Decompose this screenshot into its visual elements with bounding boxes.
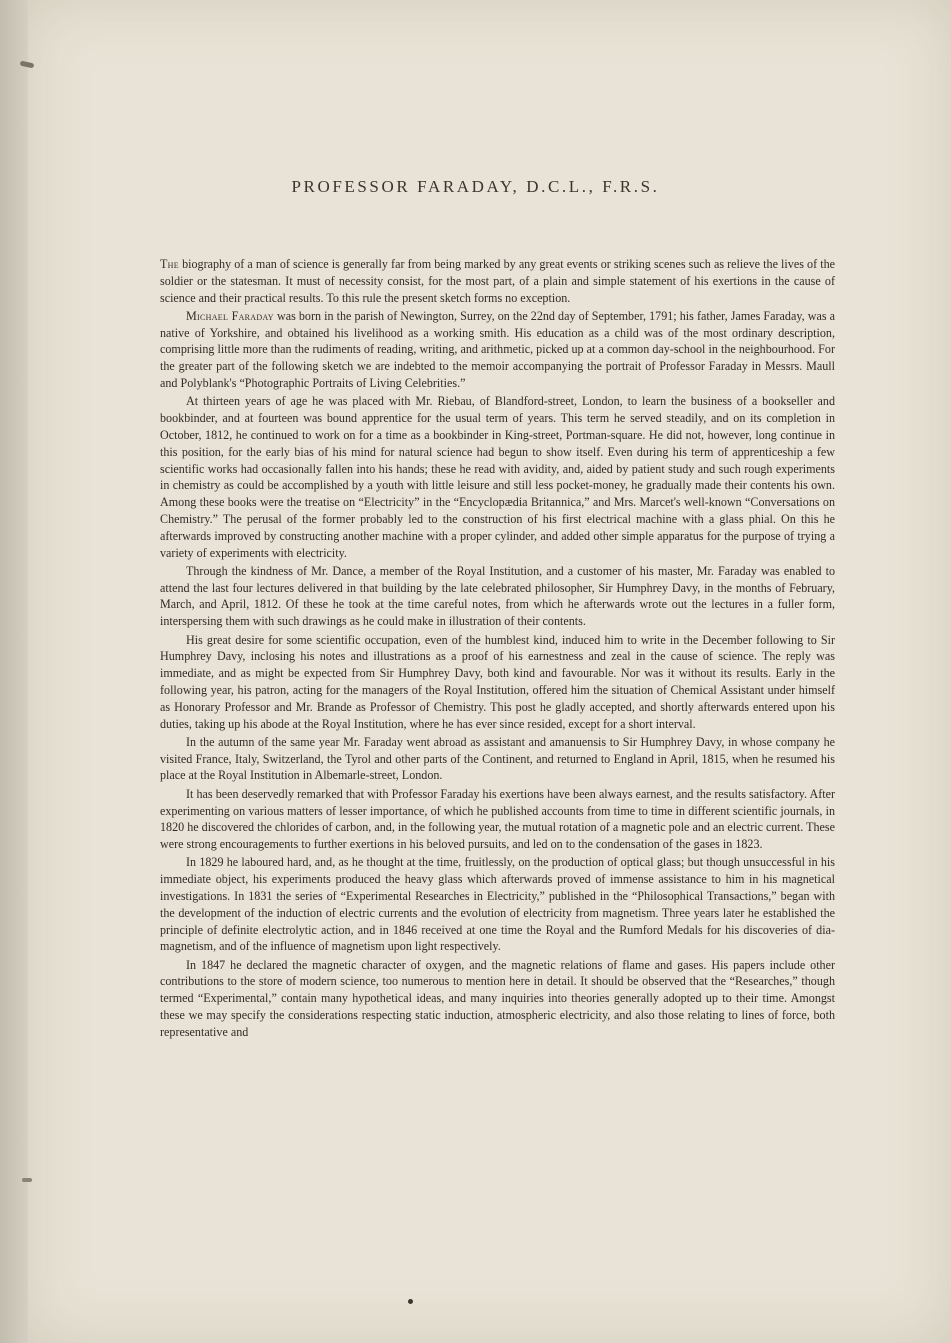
paragraph-lead: The [160,257,179,271]
paragraph-9 [160,957,835,1041]
paragraph-1 [160,256,835,306]
paragraph-text: was born in the parish of Newington, Surrey, on the 22nd day of September, 1791; his father, James Faraday, was a native of Yorkshire, and obtained his livelihood as a working smith. His education as a child was of the most ordinary description, comprising little more than the rudiments of reading, writing, and arithmetic, picked up at a common day-school in the neighbourhood. For the greater part of the following sketch we are indebted to the memoir accompanying the portrait of Professor Faraday in Messrs. Maull and Polyblank's “Photographic Portraits of Living Celebrities.” [160,308,835,391]
paragraph-6 [160,734,835,784]
paragraph-text: In the autumn of the same year Mr. Faraday went abroad as assistant and amanuensis to Sir Humphrey Davy, in whose company he visited France, Italy, Switzerland, the Tyrol and other parts of the Continent, and returned to England in April, 1815, when he resumed his place at the Royal Institution in Albemarle-street, London. [160,734,835,783]
paragraph-4 [160,563,835,630]
paragraph-lead: Michael Faraday [186,308,274,323]
paragraph-text: Through the kindness of Mr. Dance, a member of the Royal Institution, and a customer of his master, Mr. Faraday was enabled to attend the last four lectures delivered in that building by the late celebrated philosopher, Sir Humphrey Davy, in the months of February, March, and April, 1812. Of these he took at the time careful notes, from which he afterwards wrote out the lectures in a fuller form, interspersing them with such drawings as he could make in illustration of their contents. [160,563,835,629]
paper-tear-mark-lower [22,1178,32,1182]
paragraph-8 [160,854,835,955]
paragraph-text: In 1829 he laboured hard, and, as he thought at the time, fruitlessly, on the production of optical glass; but though unsuccessful in his immediate object, his experiments produced the heavy glass which afterwards proved of immense assistance to him in his magnetical investigations. In 1831 the series of “Experimental Researches in Electricity,” published in the “Philosophical Transactions,” began with the development of the induction of electric currents and the evolution of electricity from magnetism. Three years later he established the principle of definite electrolytic action, and in 1846 received at one time the Royal and the Rumford Medals for his discoveries of dia-magnetism, and of the influence of magnetism upon light respectively. [160,855,835,954]
paragraph-2 [160,308,835,392]
paragraph-text: His great desire for some scientific occupation, even of the humblest kind, induced him to write in the December following to Sir Humphrey Davy, inclosing his notes and illustrations as a proof of his earnestness and zeal in the cause of science. The reply was immediate, and as might be expected from Sir Humphrey Davy, both kind and favourable. Nor was it without its results. Early in the following year, his patron, acting for the managers of the Royal Institution, offered him the situation of Chemical Assistant under himself as Honorary Professor and Mr. Brande as Professor of Chemistry. This post he gladly accepted, and shortly afterwards entered upon his duties, taking up his abode at the Royal Institution, where he has ever since resided, except for a short interval. [160,632,835,731]
page-marker-dot [408,1299,413,1304]
paragraph-text: biography of a man of science is generally far from being marked by any great events or striking scenes such as relieve the lives of the soldier or the statesman. It must of necessity consist, for the most part, of a plain and simple statement of his exertions in the cause of science and their practical results. To this rule the present sketch forms no exception. [160,257,835,305]
page-title: PROFESSOR FARADAY, D.C.L., F.R.S. [291,177,660,196]
article-body [160,256,835,1042]
paragraph-7 [160,786,835,853]
paragraph-text: At thirteen years of age he was placed with Mr. Riebau, of Blandford-street, London, to learn the business of a bookseller and bookbinder, and at fourteen was bound apprentice for the usual term of years. This term he served steadily, and on its completion in October, 1812, he continued to work on for a time as a bookbinder in King-street, Portman-square. He did not, however, long continue in this position, for the early bias of his mind for natural science had begun to show itself. Even during his term of apprenticeship a few scientific works had occasionally fallen into his hands; these he read with avidity, and, aided by patient study and such rough experiments in chemistry as could be accomplished by a youth with little leisure and still less pocket-money, he gradually made their contents his own. Among these books were the treatise on “Electricity” in the “Encyclopædia Britannica,” and Mrs. Marcet's well-known “Conversations on Chemistry.” The perusal of the former probably led to the construction of his first electrical machine with a glass phial. On this he afterwards improved by constructing another machine with a proper cylinder, and added other simple apparatus for the purpose of trying a variety of experiments with electricity. [160,394,835,560]
page-edge-shadow [0,0,28,1343]
paragraph-3 [160,393,835,561]
paragraph-text: In 1847 he declared the magnetic character of oxygen, and the magnetic relations of flame and gases. His papers include other contributions to the store of modern science, too numerous to mention here in detail. It should be observed that the “Researches,” though termed “Experimental,” contain many hypothetical ideas, and many inquiries into theories generally adopted up to their time. Amongst these we may specify the considerations respecting static induction, atmospheric electricity, and also those relating to lines of force, both representative and [160,957,835,1039]
paragraph-5 [160,632,835,733]
paragraph-text: It has been deservedly remarked that with Professor Faraday his exertions have been always earnest, and the results satisfactory. After experimenting on various matters of lesser importance, of which he published accounts from time to time in different scientific journals, in 1820 he discovered the chlorides of carbon, and, in the following year, the mutual rotation of a magnetic pole and an electric current. These were strong encouragements to further exertions in his beloved pursuits, and led on to the condensation of the gases in 1823. [160,786,835,852]
